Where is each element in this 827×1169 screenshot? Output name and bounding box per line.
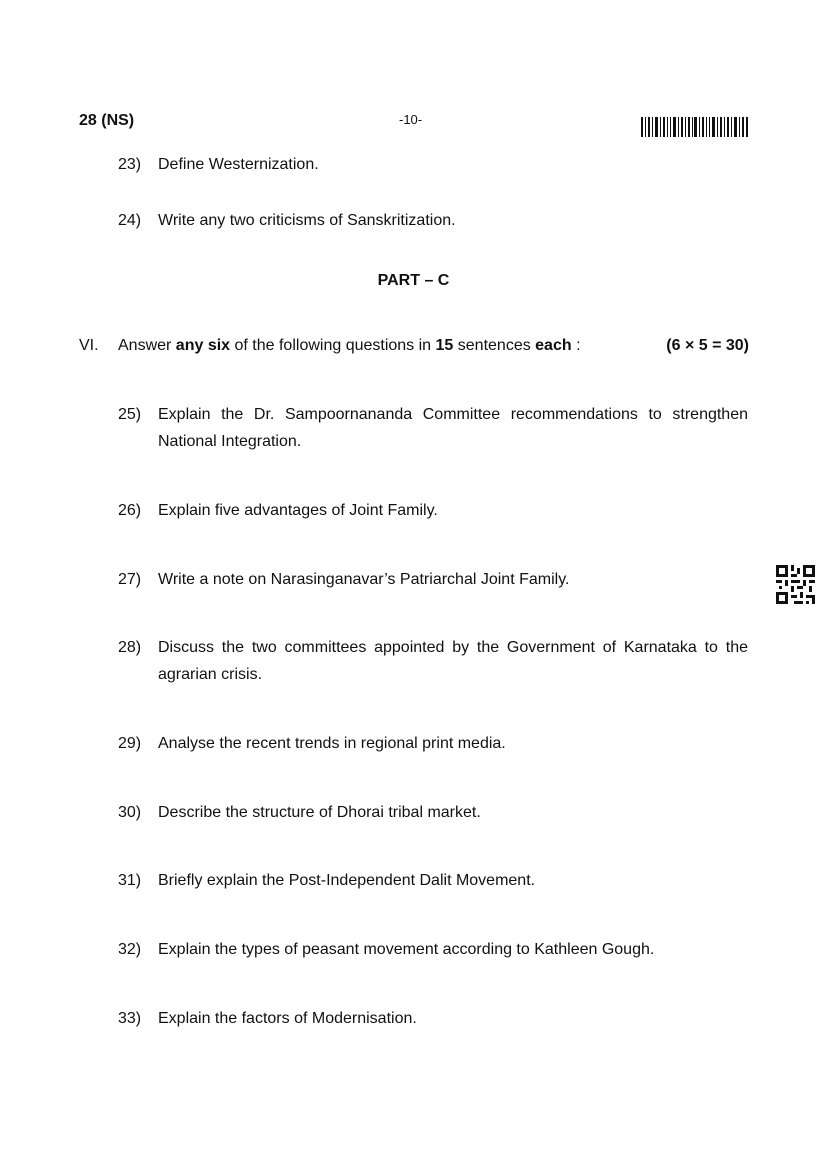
question-27	[118, 566, 748, 593]
question-text: Analyse the recent trends in regional print media.	[158, 735, 506, 752]
part-heading: PART – C	[377, 272, 450, 289]
question-number: 25)	[118, 406, 142, 423]
question-24	[118, 207, 748, 234]
question-text: Discuss the two committees appointed by the Government of Karnataka to the agrarian crisis.	[158, 639, 748, 683]
question-text: Explain the types of peasant movement according to Kathleen Gough.	[158, 941, 655, 958]
question-number: 24)	[118, 212, 142, 229]
section-roman-numeral: VI.	[79, 337, 99, 354]
question-number: 32)	[118, 941, 142, 958]
question-text: Briefly explain the Post-Independent Dalit Movement.	[158, 872, 536, 889]
question-number: 27)	[118, 571, 142, 588]
question-text: Explain the factors of Modernisation.	[158, 1010, 417, 1027]
question-text: Explain the Dr. Sampoornananda Committee recommendations to strengthen National Integration.	[158, 406, 748, 450]
marks-allocation: (6 × 5 = 30)	[666, 337, 749, 354]
barcode-icon	[641, 117, 748, 137]
question-28	[118, 634, 748, 688]
question-25	[118, 401, 748, 455]
question-29	[118, 730, 748, 757]
question-33	[118, 1005, 748, 1032]
question-23	[118, 151, 748, 178]
question-number: 26)	[118, 502, 142, 519]
question-number: 33)	[118, 1010, 142, 1027]
question-31	[118, 867, 748, 894]
question-32	[118, 936, 748, 963]
question-number: 30)	[118, 804, 142, 821]
question-text: Describe the structure of Dhorai tribal market.	[158, 804, 481, 821]
paper-code: 28 (NS)	[79, 112, 135, 129]
question-number: 28)	[118, 639, 142, 656]
question-text: Define Westernization.	[158, 156, 319, 173]
question-number: 29)	[118, 735, 142, 752]
question-text: Explain five advantages of Joint Family.	[158, 502, 438, 519]
question-number: 23)	[118, 156, 142, 173]
question-text: Write a note on Narasinganavar’s Patriarchal Joint Family.	[158, 571, 570, 588]
question-number: 31)	[118, 872, 142, 889]
question-26	[118, 497, 748, 524]
qr-code-icon	[776, 565, 815, 604]
question-text: Write any two criticisms of Sanskritization.	[158, 212, 456, 229]
instruction-text: Answer any six of the following questions in 15 sentences each :	[118, 337, 581, 354]
question-30	[118, 799, 748, 826]
page-number: -10-	[399, 112, 423, 127]
